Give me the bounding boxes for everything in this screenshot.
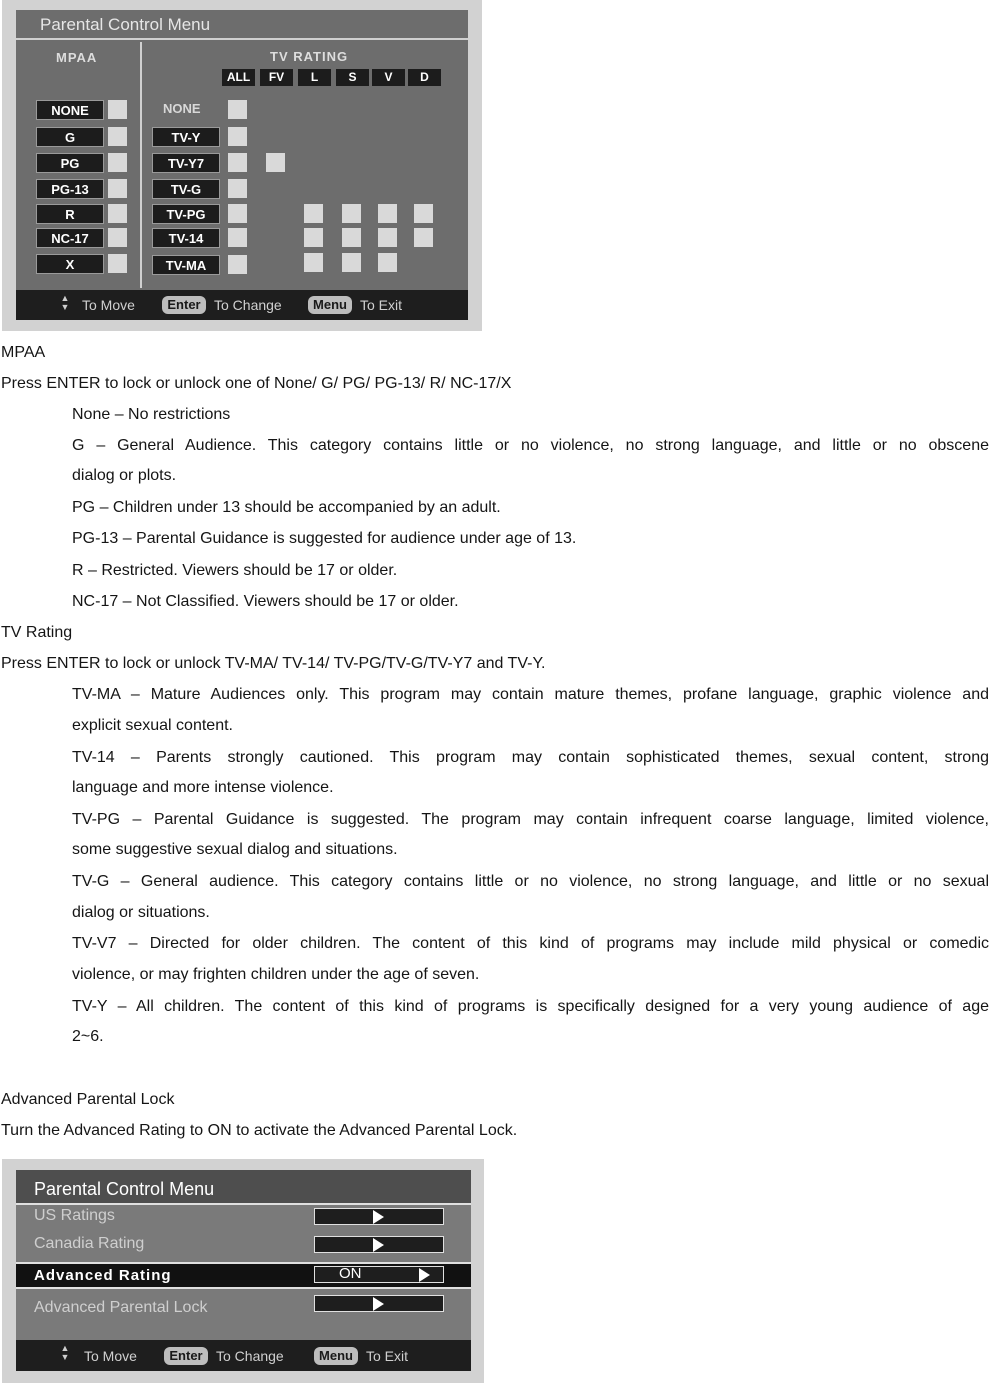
title-divider <box>16 1203 471 1205</box>
mpaa-lock-box-pg13[interactable] <box>108 179 127 198</box>
footer-exit-text: To Exit <box>366 1348 409 1364</box>
pg13-definition: PG-13 – Parental Guidance is suggested for audience under age of 13. <box>72 530 577 547</box>
advanced-parental-lock-field[interactable] <box>314 1295 444 1312</box>
none-definition: None – No restrictions <box>72 406 231 423</box>
tv-lock-box-tv-y[interactable] <box>228 127 247 146</box>
column-divider <box>140 42 142 288</box>
menu-key-icon: Menu <box>308 296 352 314</box>
column-l[interactable]: L <box>298 69 331 86</box>
arrow-right-icon <box>373 1210 384 1224</box>
tv-lock-box-tv-g[interactable] <box>228 179 247 198</box>
tv-item-tv-y7[interactable]: TV-Y7 <box>152 153 220 173</box>
tv-pg-s-box[interactable] <box>342 204 361 223</box>
column-s[interactable]: S <box>336 69 369 86</box>
tv-lock-box-tv-y7[interactable] <box>228 153 247 172</box>
advanced-menu-screen <box>16 1170 471 1371</box>
mpaa-item-pg[interactable]: PG <box>36 153 104 173</box>
pg-definition: PG – Children under 13 should be accompanied by an adult. <box>72 499 501 516</box>
menu-item-canadia-rating[interactable]: Canadia Rating <box>34 1235 145 1252</box>
menu-footer <box>16 290 468 320</box>
mpaa-lock-box-g[interactable] <box>108 127 127 146</box>
mpaa-lock-box-nc17[interactable] <box>108 228 127 247</box>
arrow-right-icon <box>373 1238 384 1252</box>
mpaa-item-x[interactable]: X <box>36 254 104 274</box>
menu-title: Parental Control Menu <box>16 10 468 40</box>
tv-pg-d-box[interactable] <box>414 204 433 223</box>
footer-change-text: To Change <box>214 297 282 313</box>
mpaa-lock-box-x[interactable] <box>108 254 127 273</box>
canadia-rating-field[interactable] <box>314 1236 444 1253</box>
tvma-definition-line1: TV-MA – Mature Audiences only. This program may contain mature themes, profane language, graphic violence and <box>72 686 989 703</box>
column-d[interactable]: D <box>408 69 441 86</box>
mpaa-intro: Press ENTER to lock or unlock one of None/ G/ PG/ PG-13/ R/ NC-17/X <box>1 375 512 392</box>
mpaa-lock-box-none[interactable] <box>108 100 127 119</box>
arrow-right-icon <box>373 1297 384 1311</box>
tv14-definition-line2: language and more intense violence. <box>72 779 334 796</box>
advanced-lock-intro: Turn the Advanced Rating to ON to activate the Advanced Parental Lock. <box>1 1122 518 1139</box>
tv-pg-l-box[interactable] <box>304 204 323 223</box>
menu-title: Parental Control Menu <box>16 1170 471 1203</box>
tv-ma-s-box[interactable] <box>342 253 361 272</box>
advanced-menu-screenshot <box>2 1159 484 1383</box>
tv-item-tv-g[interactable]: TV-G <box>152 179 220 199</box>
tv-lock-box-none[interactable] <box>228 100 247 119</box>
tvpg-definition-line2: some suggestive sexual dialog and situations. <box>72 841 398 858</box>
footer-move-text: To Move <box>82 297 135 313</box>
mpaa-item-r[interactable]: R <box>36 204 104 224</box>
g-definition-line2: dialog or plots. <box>72 467 177 484</box>
tv-ma-v-box[interactable] <box>378 253 397 272</box>
tv-y7-fv-box[interactable] <box>266 153 285 172</box>
tv-item-tv-ma[interactable]: TV-MA <box>152 255 220 275</box>
tvpg-definition-line1: TV-PG – Parental Guidance is suggested. The program may contain infrequent coarse language, limited violence, <box>72 811 989 828</box>
mpaa-item-g[interactable]: G <box>36 127 104 147</box>
tv-rating-heading: TV Rating <box>1 624 73 641</box>
advanced-lock-heading: Advanced Parental Lock <box>1 1091 175 1108</box>
tv-ma-l-box[interactable] <box>304 253 323 272</box>
column-fv[interactable]: FV <box>260 69 293 86</box>
tv-14-s-box[interactable] <box>342 228 361 247</box>
up-down-arrow-icon: ▲ ▼ <box>60 293 70 312</box>
parental-menu-screenshot <box>2 0 482 331</box>
enter-key-icon: Enter <box>162 296 206 314</box>
tv-item-tv-y[interactable]: TV-Y <box>152 127 220 147</box>
enter-key-icon: Enter <box>164 1347 208 1365</box>
tvy-definition-line2: 2~6. <box>72 1028 104 1045</box>
tv-rating-header: TV RATING <box>270 49 349 64</box>
g-definition-line1: G – General Audience. This category contains little or no violence, no strong language, and little or no obscene <box>72 437 989 454</box>
tvma-definition-line2: explicit sexual content. <box>72 717 233 734</box>
tvg-definition-line1: TV-G – General audience. This category contains little or no violence, no strong language, and little or no sexual <box>72 873 989 890</box>
arrow-right-icon <box>419 1268 430 1282</box>
advanced-rating-value: ON <box>339 1265 362 1282</box>
menu-key-icon: Menu <box>314 1347 358 1365</box>
us-ratings-field[interactable] <box>314 1208 444 1225</box>
column-all[interactable]: ALL <box>222 69 255 86</box>
tv-lock-box-tv-pg[interactable] <box>228 204 247 223</box>
tv-item-tv-pg[interactable]: TV-PG <box>152 204 220 224</box>
tv-rating-intro: Press ENTER to lock or unlock TV-MA/ TV-14/ TV-PG/TV-G/TV-Y7 and TV-Y. <box>1 655 546 672</box>
menu-item-advanced-rating-label: Advanced Rating <box>34 1267 172 1284</box>
footer-move-text: To Move <box>84 1348 137 1364</box>
tv-14-d-box[interactable] <box>414 228 433 247</box>
tv14-definition-line1: TV-14 – Parents strongly cautioned. This program may contain sophisticated themes, sexual content, strong <box>72 749 989 766</box>
menu-item-us-ratings[interactable]: US Ratings <box>34 1207 115 1224</box>
tv-14-l-box[interactable] <box>304 228 323 247</box>
tvy-definition-line1: TV-Y – All children. The content of this kind of programs is specifically designed for a very young audience of age <box>72 998 989 1015</box>
tvg-definition-line2: dialog or situations. <box>72 904 210 921</box>
menu-item-advanced-parental-lock[interactable]: Advanced Parental Lock <box>34 1299 208 1316</box>
mpaa-item-pg13[interactable]: PG-13 <box>36 179 104 199</box>
tv-item-tv-14[interactable]: TV-14 <box>152 228 220 248</box>
footer-change-text: To Change <box>216 1348 284 1364</box>
tvv7-definition-line1: TV-V7 – Directed for older children. The content of this kind of programs may include mild physical or comedic <box>72 935 989 952</box>
tv-item-none[interactable]: NONE <box>163 101 201 116</box>
advanced-rating-field[interactable] <box>314 1266 444 1283</box>
mpaa-header: MPAA <box>56 50 98 65</box>
menu-footer <box>16 1340 471 1371</box>
tv-pg-v-box[interactable] <box>378 204 397 223</box>
mpaa-lock-box-pg[interactable] <box>108 153 127 172</box>
up-down-arrow-icon: ▲ ▼ <box>60 1343 70 1362</box>
mpaa-item-nc17[interactable]: NC-17 <box>36 228 104 248</box>
mpaa-item-none[interactable]: NONE <box>36 100 104 120</box>
tv-14-v-box[interactable] <box>378 228 397 247</box>
nc17-definition: NC-17 – Not Classified. Viewers should be 17 or older. <box>72 593 459 610</box>
parental-menu-screen <box>16 10 468 320</box>
r-definition: R – Restricted. Viewers should be 17 or older. <box>72 562 398 579</box>
footer-exit-text: To Exit <box>360 297 403 313</box>
tv-lock-box-tv-ma[interactable] <box>228 255 247 274</box>
column-v[interactable]: V <box>372 69 405 86</box>
tv-lock-box-tv-14[interactable] <box>228 228 247 247</box>
mpaa-lock-box-r[interactable] <box>108 204 127 223</box>
mpaa-heading: MPAA <box>1 344 46 361</box>
tvv7-definition-line2: violence, or may frighten children under the age of seven. <box>72 966 480 983</box>
